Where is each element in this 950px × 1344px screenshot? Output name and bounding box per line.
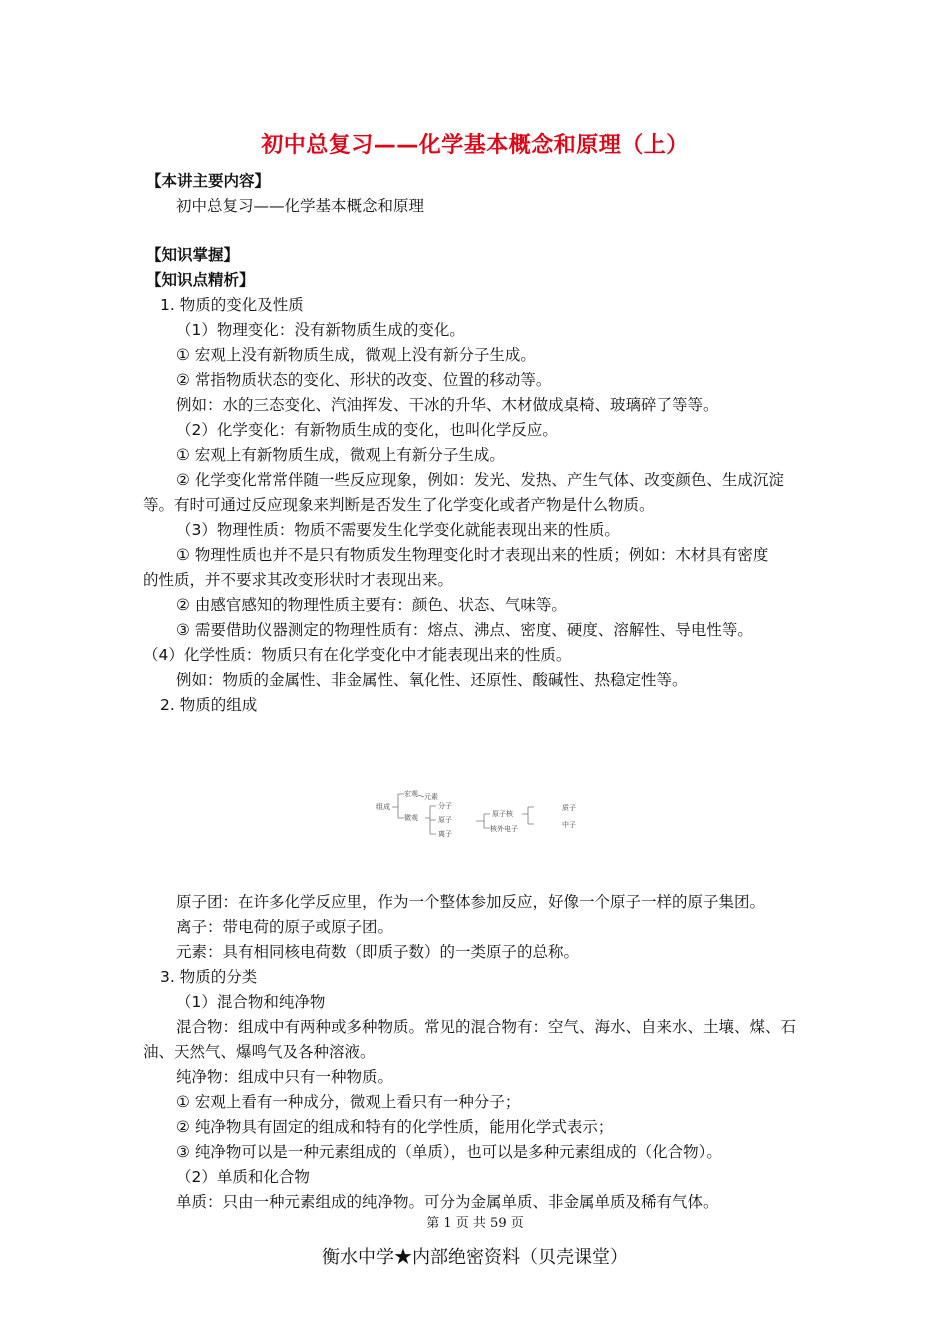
main-content-header: 【本讲主要内容】 [146,172,271,190]
page-title: 初中总复习——化学基本概念和原理（上） [261,133,689,158]
paragraph-line: ① 物理性质也并不是只有物质发生物理变化时才表现出来的性质；例如：木材具有密度 [176,546,769,564]
diagram-proton: 质子 [562,804,576,812]
diagram-macro: 宏观 [404,790,418,798]
diagram-electron: 核外电子 [490,825,518,833]
section-heading: 2. 物质的组成 [160,696,258,714]
paragraph-line: ③ 需要借助仪器测定的物理性质有：熔点、沸点、密度、硬度、溶解性、导电性等。 [176,621,753,639]
paragraph-line: 元素：具有相同核电荷数（即质子数）的一类原子的总称。 [176,943,580,961]
paragraph-line: 例如：物质的金属性、非金属性、氧化性、还原性、酸碱性、热稳定性等。 [176,671,688,689]
points-header: 【知识点精析】 [146,271,255,289]
paragraph-line: 油、天然气、爆鸣气及各种溶液。 [143,1043,376,1061]
diagram-atom: 原子 [438,816,452,824]
paragraph-line: 原子团：在许多化学反应里，作为一个整体参加反应，好像一个原子一样的原子集团。 [176,893,766,911]
paragraph-line: ③ 纯净物可以是一种元素组成的（单质），也可以是多种元素组成的（化合物）。 [176,1143,722,1161]
knowledge-header: 【知识掌握】 [146,246,240,264]
paragraph-line: （2）单质和化合物 [176,1168,310,1186]
paragraph-line: 例如：水的三态变化、汽油挥发、干冰的升华、木材做成桌椅、玻璃碎了等等。 [176,396,719,414]
paragraph-line: （1）混合物和纯净物 [176,993,326,1011]
composition-diagram [372,784,592,844]
paragraph-line: ① 宏观上没有新物质生成，微观上没有新分子生成。 [176,346,536,364]
paragraph-line: ② 常指物质状态的变化、形状的改变、位置的移动等。 [176,371,552,389]
paragraph-line: （2）化学变化：有新物质生成的变化，也叫化学反应。 [176,421,558,439]
section-heading: 1. 物质的变化及性质 [160,296,304,314]
paragraph-line: 的性质，并不要求其改变形状时才表现出来。 [143,571,454,589]
diagram-ion: 离子 [438,830,452,838]
page-footer: 衡水中学★内部绝密资料（贝壳课堂） [322,1247,628,1268]
diagram-molecule: 分子 [438,802,452,810]
paragraph-line: ② 纯净物具有固定的组成和特有的化学性质，能用化学式表示； [176,1118,614,1136]
paragraph-line: 等。有时可通过反应现象来判断是否发生了化学变化或者产物是什么物质。 [143,496,655,514]
page-number: 第 1 页 共 59 页 [426,1216,524,1231]
diagram-nucleus: 原子核 [492,810,513,818]
paragraph-line: 混合物：组成中有两种或多种物质。常见的混合物有：空气、海水、自来水、土壤、煤、石 [176,1018,797,1036]
paragraph-line: ① 宏观上有新物质生成，微观上有新分子生成。 [176,446,505,464]
paragraph-line: 单质：只由一种元素组成的纯净物。可分为金属单质、非金属单质及稀有气体。 [176,1193,719,1211]
main-content-body: 初中总复习——化学基本概念和原理 [176,197,425,215]
diagram-element: 元素 [424,793,438,801]
section-heading: 3. 物质的分类 [160,968,258,986]
paragraph-line: （4）化学性质：物质只有在化学变化中才能表现出来的性质。 [143,646,572,664]
paragraph-line: （1）物理变化：没有新物质生成的变化。 [176,321,465,339]
diagram-root: 组成 [376,803,390,811]
paragraph-line: ② 化学变化常常伴随一些反应现象，例如：发光、发热、产生气体、改变颜色、生成沉淀 [176,471,784,489]
paragraph-line: 纯净物：组成中只有一种物质。 [176,1068,394,1086]
diagram-micro: 微观 [404,814,418,822]
paragraph-line: 离子：带电荷的原子或原子团。 [176,918,394,936]
paragraph-line: ① 宏观上看有一种成分，微观上看只有一种分子； [176,1093,521,1111]
paragraph-line: （3）物理性质：物质不需要发生化学变化就能表现出来的性质。 [176,521,620,539]
diagram-neutron: 中子 [562,821,576,829]
paragraph-line: ② 由感官感知的物理性质主要有：颜色、状态、气味等。 [176,596,567,614]
